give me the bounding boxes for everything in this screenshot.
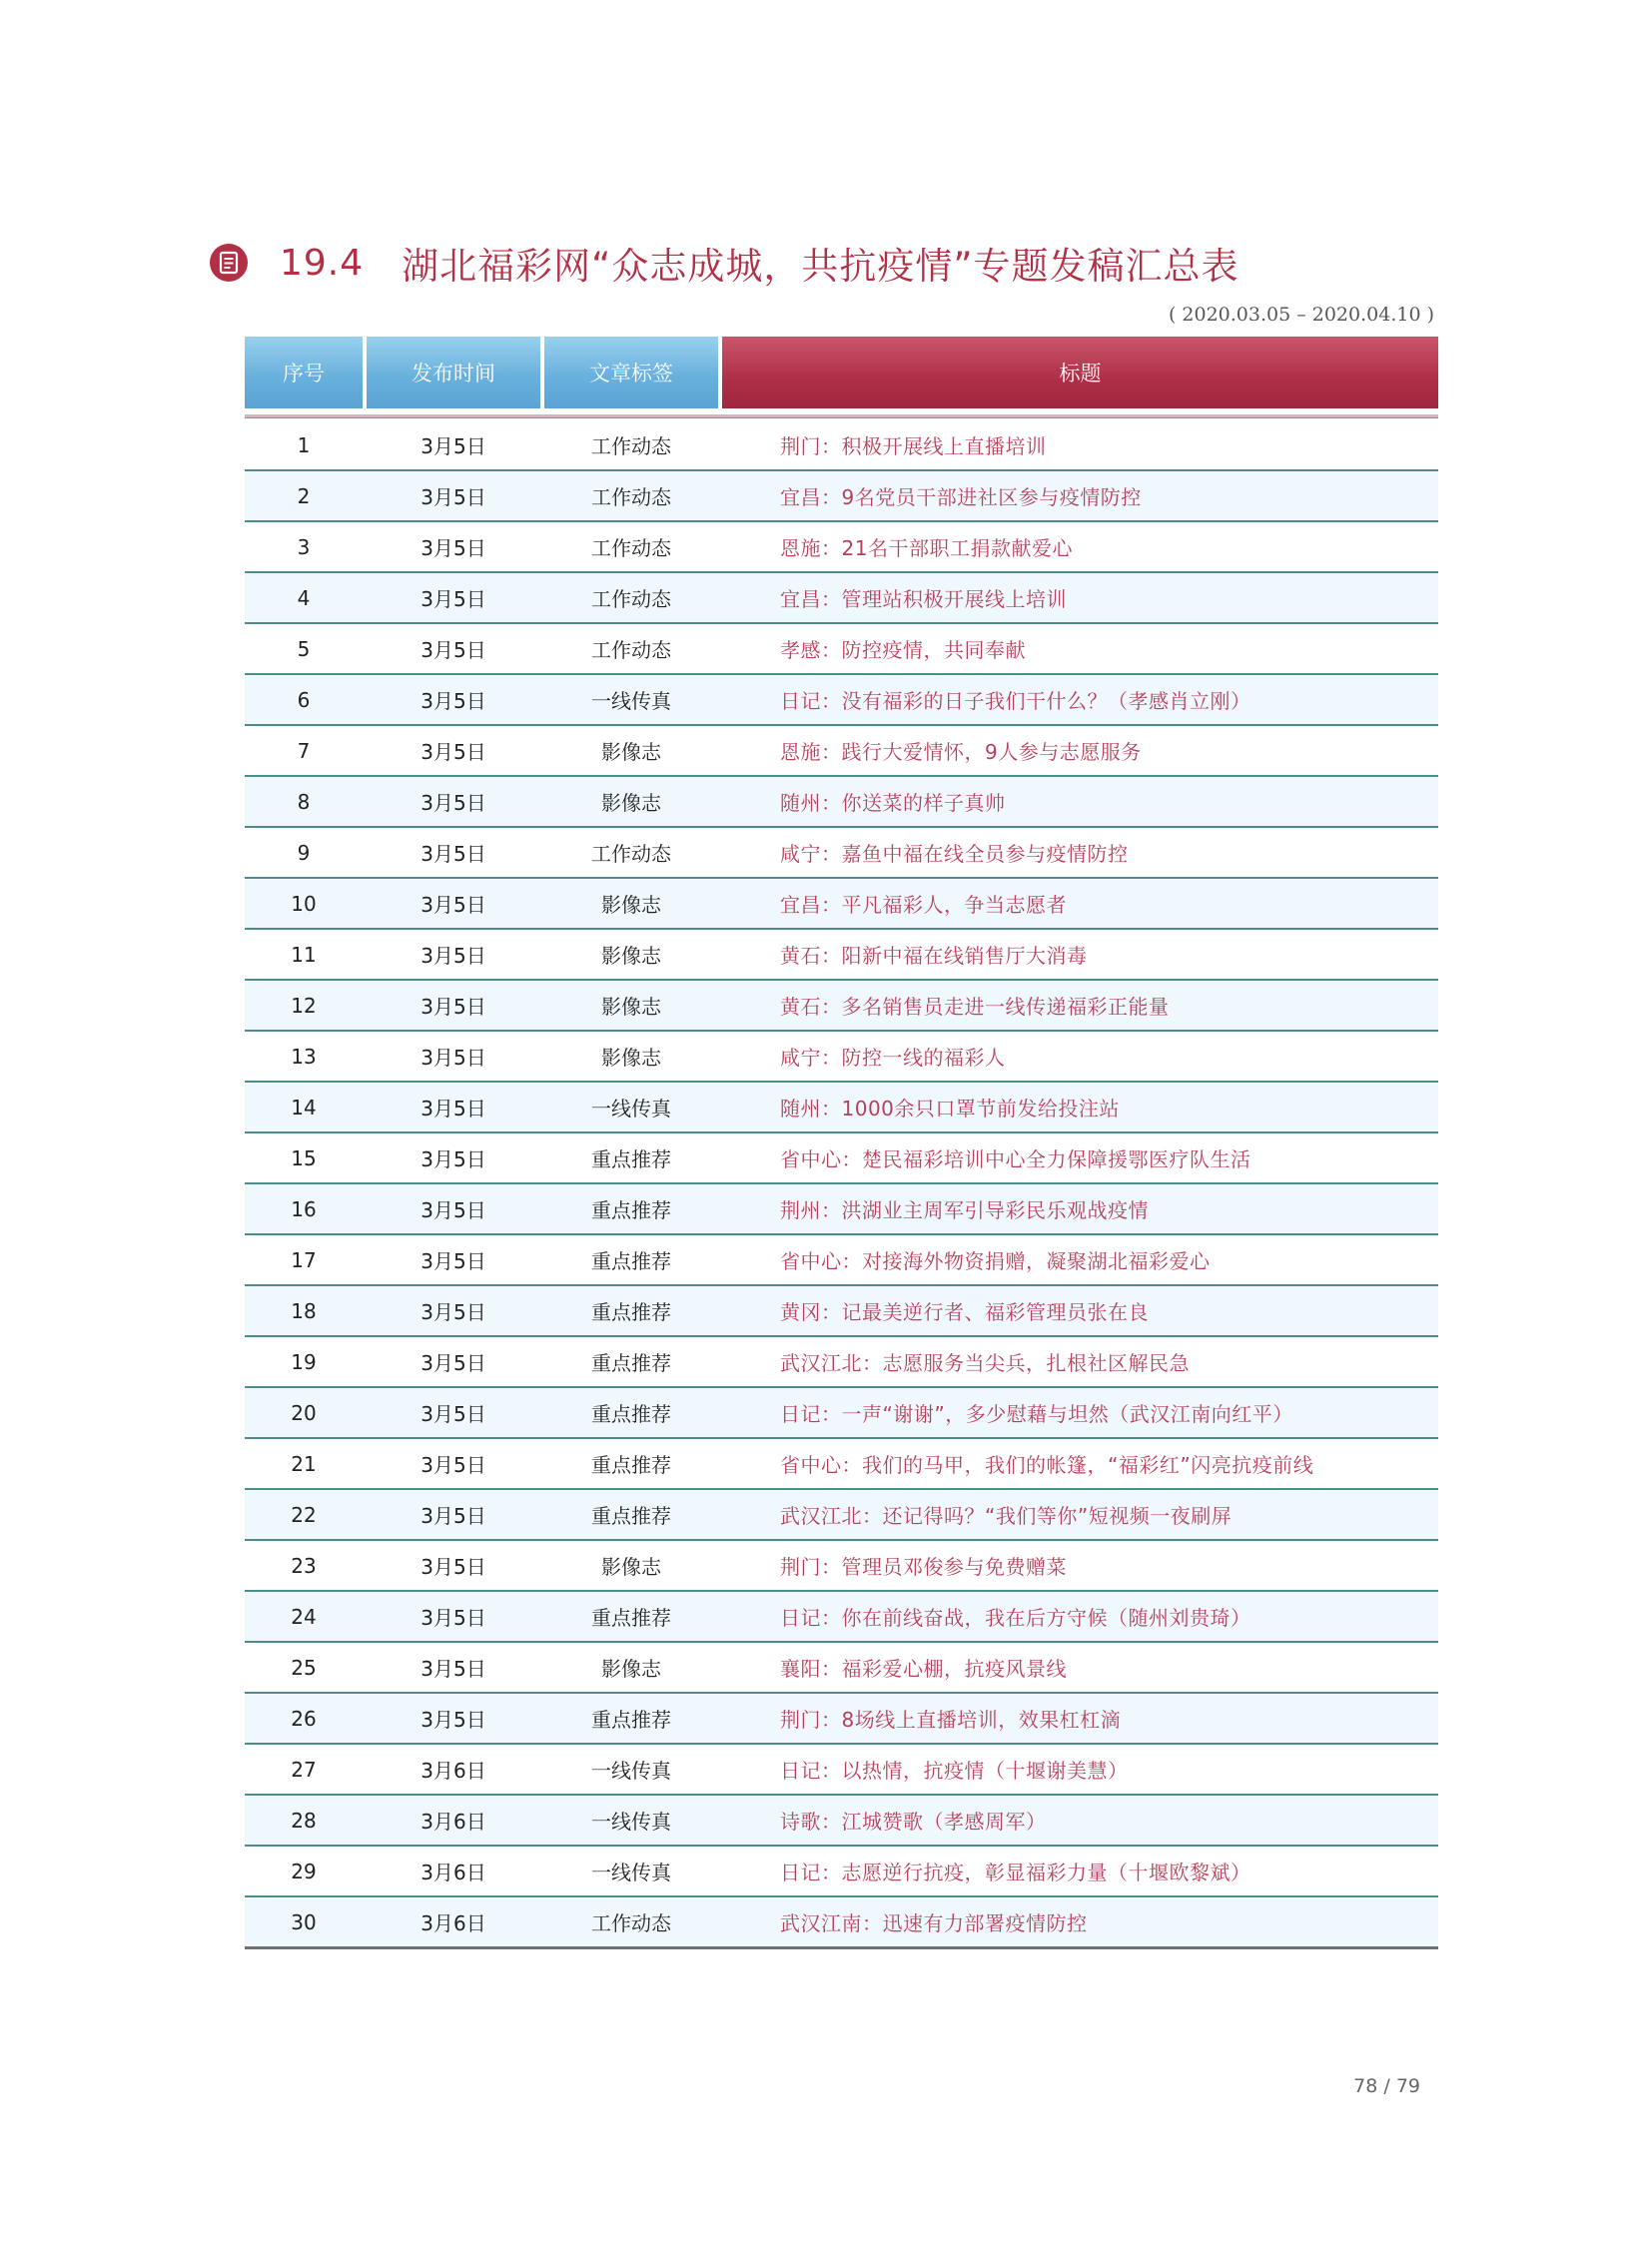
row-tag: 影像志 bbox=[601, 995, 661, 1019]
table-row bbox=[245, 1337, 1438, 1388]
row-index: 4 bbox=[297, 585, 311, 610]
row-tag: 重点推荐 bbox=[591, 1504, 671, 1528]
row-tag: 重点推荐 bbox=[591, 1300, 671, 1324]
table-row bbox=[245, 1490, 1438, 1541]
table-row bbox=[245, 777, 1438, 828]
row-date: 3月5日 bbox=[420, 689, 486, 713]
section-title: 湖北福彩网“众志成城，共抗疫情”专题发稿汇总表 bbox=[402, 245, 1239, 288]
row-date: 3月5日 bbox=[420, 638, 486, 662]
row-tag: 工作动态 bbox=[591, 536, 671, 560]
row-title[interactable]: 黄石：阳新中福在线销售厅大消毒 bbox=[780, 944, 1088, 968]
row-title[interactable]: 省中心：对接海外物资捐赠，凝聚湖北福彩爱心 bbox=[780, 1249, 1211, 1273]
row-tag: 重点推荐 bbox=[591, 1402, 671, 1426]
row-date: 3月5日 bbox=[420, 1046, 486, 1070]
row-title[interactable]: 恩施：21名干部职工捐款献爱心 bbox=[780, 536, 1073, 560]
row-title[interactable]: 宜昌：管理站积极开展线上培训 bbox=[780, 587, 1067, 611]
row-title[interactable]: 日记：一声“谢谢”，多少慰藉与坦然（武汉江南向红平） bbox=[780, 1402, 1293, 1426]
row-date: 3月5日 bbox=[420, 1351, 486, 1375]
row-tag: 影像志 bbox=[601, 1657, 661, 1681]
table-row bbox=[245, 624, 1438, 675]
row-tag: 影像志 bbox=[601, 944, 661, 968]
row-index: 12 bbox=[291, 993, 317, 1018]
row-date: 3月5日 bbox=[420, 1198, 486, 1222]
row-date: 3月5日 bbox=[420, 1453, 486, 1477]
table-row bbox=[245, 1235, 1438, 1286]
table-row bbox=[245, 1847, 1438, 1897]
table-row bbox=[245, 828, 1438, 879]
row-title[interactable]: 诗歌：江城赞歌（孝感周军） bbox=[780, 1810, 1047, 1834]
row-tag: 工作动态 bbox=[591, 1911, 671, 1935]
table-row bbox=[245, 879, 1438, 930]
row-title[interactable]: 日记：你在前线奋战，我在后方守候（随州刘贵琦） bbox=[780, 1606, 1251, 1630]
articles-table bbox=[245, 337, 1438, 1949]
table-row bbox=[245, 573, 1438, 624]
row-tag: 一线传真 bbox=[591, 1861, 671, 1884]
table-row bbox=[245, 726, 1438, 777]
row-tag: 一线传真 bbox=[591, 1810, 671, 1834]
row-title[interactable]: 咸宁：嘉鱼中福在线全员参与疫情防控 bbox=[780, 842, 1129, 866]
row-index: 28 bbox=[291, 1808, 317, 1833]
table-row bbox=[245, 1745, 1438, 1796]
table-row bbox=[245, 522, 1438, 573]
row-title[interactable]: 日记：志愿逆行抗疫，彰显福彩力量（十堰欧黎斌） bbox=[780, 1861, 1251, 1884]
row-title[interactable]: 黄冈：记最美逆行者、福彩管理员张在良 bbox=[780, 1300, 1149, 1324]
row-index: 2 bbox=[297, 483, 311, 508]
row-title[interactable]: 荆门：积极开展线上直播培训 bbox=[780, 434, 1047, 458]
row-tag: 工作动态 bbox=[591, 638, 671, 662]
row-date: 3月5日 bbox=[420, 1402, 486, 1426]
header-index: 序号 bbox=[245, 337, 363, 408]
row-title[interactable]: 襄阳：福彩爱心棚，抗疫风景线 bbox=[780, 1657, 1067, 1681]
row-date: 3月5日 bbox=[420, 944, 486, 968]
row-tag: 重点推荐 bbox=[591, 1249, 671, 1273]
row-index: 6 bbox=[297, 687, 311, 712]
row-title[interactable]: 黄石：多名销售员走进一线传递福彩正能量 bbox=[780, 995, 1170, 1019]
table-header bbox=[245, 337, 1438, 408]
row-tag: 一线传真 bbox=[591, 689, 671, 713]
row-title[interactable]: 孝感：防控疫情，共同奉献 bbox=[780, 638, 1026, 662]
table-row bbox=[245, 1388, 1438, 1439]
row-index: 22 bbox=[291, 1502, 317, 1527]
table-row bbox=[245, 1133, 1438, 1184]
row-date: 3月5日 bbox=[420, 1657, 486, 1681]
table-row bbox=[245, 675, 1438, 726]
header-date: 发布时间 bbox=[367, 337, 540, 408]
row-index: 24 bbox=[291, 1604, 317, 1629]
row-index: 30 bbox=[291, 1909, 317, 1934]
table-row bbox=[245, 1796, 1438, 1847]
row-index: 18 bbox=[291, 1298, 317, 1323]
row-tag: 重点推荐 bbox=[591, 1708, 671, 1732]
row-date: 3月5日 bbox=[420, 587, 486, 611]
row-index: 9 bbox=[297, 840, 311, 865]
table-row bbox=[245, 1694, 1438, 1745]
row-title[interactable]: 荆州：洪湖业主周军引导彩民乐观战疫情 bbox=[780, 1198, 1149, 1222]
row-date: 3月5日 bbox=[420, 893, 486, 917]
row-index: 8 bbox=[297, 789, 311, 814]
row-date: 3月5日 bbox=[420, 1606, 486, 1630]
table-row bbox=[245, 1592, 1438, 1643]
row-title[interactable]: 宜昌：9名党员干部进社区参与疫情防控 bbox=[780, 485, 1142, 509]
row-index: 14 bbox=[291, 1095, 317, 1120]
row-date: 3月5日 bbox=[420, 434, 486, 458]
header-divider bbox=[245, 414, 1438, 418]
row-index: 20 bbox=[291, 1400, 317, 1425]
row-tag: 一线传真 bbox=[591, 1759, 671, 1783]
row-tag: 影像志 bbox=[601, 893, 661, 917]
row-index: 16 bbox=[291, 1196, 317, 1221]
row-date: 3月5日 bbox=[420, 995, 486, 1019]
row-index: 13 bbox=[291, 1044, 317, 1069]
table-row bbox=[245, 1541, 1438, 1592]
row-date: 3月5日 bbox=[420, 1504, 486, 1528]
row-title[interactable]: 武汉江北：志愿服务当尖兵，扎根社区解民急 bbox=[780, 1351, 1190, 1375]
row-date: 3月5日 bbox=[420, 485, 486, 509]
row-date: 3月5日 bbox=[420, 842, 486, 866]
row-tag: 重点推荐 bbox=[591, 1453, 671, 1477]
row-tag: 工作动态 bbox=[591, 434, 671, 458]
row-title[interactable]: 荆门：8场线上直播培训，效果杠杠滴 bbox=[780, 1708, 1122, 1732]
header-title: 标题 bbox=[722, 337, 1438, 408]
row-tag: 重点推荐 bbox=[591, 1351, 671, 1375]
row-tag: 工作动态 bbox=[591, 587, 671, 611]
row-index: 7 bbox=[297, 738, 311, 763]
row-title[interactable]: 省中心：楚民福彩培训中心全力保障援鄂医疗队生活 bbox=[780, 1147, 1251, 1171]
row-title[interactable]: 荆门：管理员邓俊参与免费赠菜 bbox=[780, 1555, 1067, 1579]
row-date: 3月6日 bbox=[420, 1759, 486, 1783]
row-index: 17 bbox=[291, 1247, 317, 1272]
date-range: ( 2020.03.05 – 2020.04.10 ) bbox=[1168, 304, 1434, 326]
header-tag: 文章标签 bbox=[544, 337, 718, 408]
row-tag: 一线传真 bbox=[591, 1097, 671, 1121]
row-date: 3月6日 bbox=[420, 1911, 486, 1935]
row-date: 3月5日 bbox=[420, 1147, 486, 1171]
row-title[interactable]: 武汉江南：迅速有力部署疫情防控 bbox=[780, 1911, 1088, 1935]
table-row bbox=[245, 981, 1438, 1032]
row-tag: 影像志 bbox=[601, 1046, 661, 1070]
row-index: 26 bbox=[291, 1706, 317, 1731]
page-number: 78 / 79 bbox=[1353, 2075, 1420, 2097]
row-tag: 工作动态 bbox=[591, 842, 671, 866]
row-tag: 影像志 bbox=[601, 1555, 661, 1579]
row-date: 3月5日 bbox=[420, 536, 486, 560]
table-row bbox=[245, 1897, 1438, 1949]
row-title[interactable]: 宜昌：平凡福彩人，争当志愿者 bbox=[780, 893, 1067, 917]
row-tag: 影像志 bbox=[601, 740, 661, 764]
row-index: 1 bbox=[297, 432, 311, 457]
table-row bbox=[245, 420, 1438, 471]
row-index: 10 bbox=[291, 891, 317, 916]
table-row bbox=[245, 1032, 1438, 1083]
row-index: 3 bbox=[297, 534, 311, 559]
row-index: 23 bbox=[291, 1553, 317, 1578]
row-date: 3月5日 bbox=[420, 1555, 486, 1579]
row-title[interactable]: 随州：你送菜的样子真帅 bbox=[780, 791, 1006, 815]
row-index: 25 bbox=[291, 1655, 317, 1680]
row-date: 3月6日 bbox=[420, 1810, 486, 1834]
table-row bbox=[245, 1286, 1438, 1337]
row-date: 3月5日 bbox=[420, 1097, 486, 1121]
row-title[interactable]: 咸宁：防控一线的福彩人 bbox=[780, 1046, 1006, 1070]
row-index: 5 bbox=[297, 636, 311, 661]
row-index: 15 bbox=[291, 1145, 317, 1170]
section-heading bbox=[210, 234, 1448, 292]
row-tag: 重点推荐 bbox=[591, 1606, 671, 1630]
row-title[interactable]: 随州：1000余只口罩节前发给投注站 bbox=[780, 1097, 1120, 1121]
table-row bbox=[245, 471, 1438, 522]
row-tag: 重点推荐 bbox=[591, 1147, 671, 1171]
section-number: 19.4 bbox=[280, 242, 365, 284]
row-date: 3月5日 bbox=[420, 791, 486, 815]
table-row bbox=[245, 1083, 1438, 1133]
row-date: 3月6日 bbox=[420, 1861, 486, 1884]
row-date: 3月5日 bbox=[420, 740, 486, 764]
row-title[interactable]: 省中心：我们的马甲，我们的帐篷，“福彩红”闪亮抗疫前线 bbox=[780, 1453, 1314, 1477]
row-title[interactable]: 武汉江北：还记得吗？“我们等你”短视频一夜刷屏 bbox=[780, 1504, 1233, 1528]
row-tag: 影像志 bbox=[601, 791, 661, 815]
table-row bbox=[245, 1184, 1438, 1235]
row-index: 29 bbox=[291, 1859, 317, 1883]
table-body bbox=[245, 420, 1438, 1949]
row-date: 3月5日 bbox=[420, 1249, 486, 1273]
row-title[interactable]: 日记：以热情，抗疫情（十堰谢美慧） bbox=[780, 1759, 1129, 1783]
row-date: 3月5日 bbox=[420, 1708, 486, 1732]
row-index: 11 bbox=[291, 942, 317, 967]
document-circle-icon bbox=[210, 244, 248, 282]
row-index: 19 bbox=[291, 1349, 317, 1374]
table-row bbox=[245, 930, 1438, 981]
row-title[interactable]: 日记：没有福彩的日子我们干什么？（孝感肖立刚） bbox=[780, 689, 1251, 713]
row-date: 3月5日 bbox=[420, 1300, 486, 1324]
row-index: 27 bbox=[291, 1757, 317, 1782]
row-tag: 工作动态 bbox=[591, 485, 671, 509]
row-title[interactable]: 恩施：践行大爱情怀，9人参与志愿服务 bbox=[780, 740, 1142, 764]
table-row bbox=[245, 1643, 1438, 1694]
row-tag: 重点推荐 bbox=[591, 1198, 671, 1222]
table-row bbox=[245, 1439, 1438, 1490]
row-index: 21 bbox=[291, 1451, 317, 1476]
